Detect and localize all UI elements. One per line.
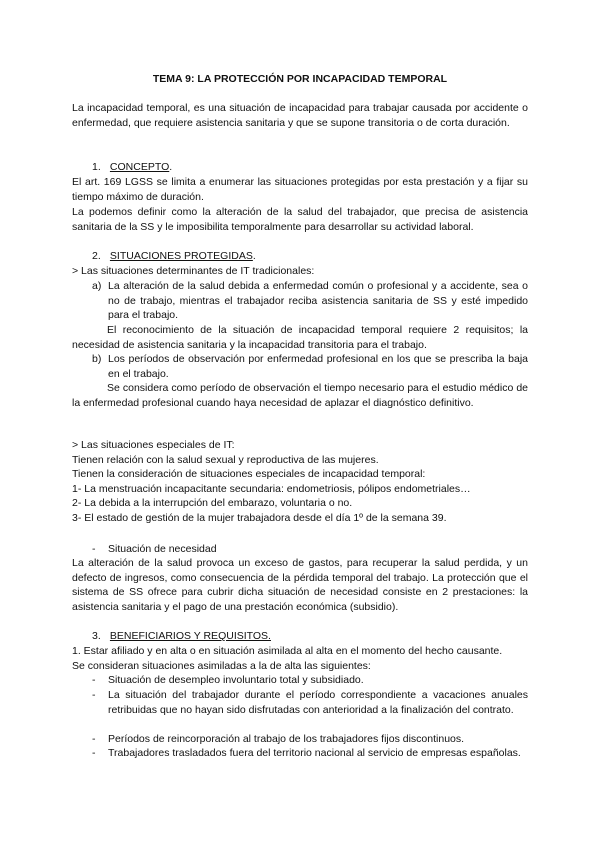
section-number: 3. xyxy=(92,630,101,642)
text-line: 2- La debida a la interrupción del embarazo, voluntaria o no. xyxy=(72,497,353,510)
section-label: BENEFICIARIOS Y REQUISITOS. xyxy=(109,630,271,642)
section-label: CONCEPTO xyxy=(109,161,170,173)
beneficiarios-paragraph-2: Se consideran situaciones asimiladas a la de alta las siguientes: xyxy=(72,660,371,672)
list-item xyxy=(92,673,528,688)
list-item-text: Situación de desempleo involuntario total y subsidiado. xyxy=(108,674,364,686)
section-heading-concepto xyxy=(92,160,172,175)
list-item-b xyxy=(92,352,528,381)
list-item-a xyxy=(92,279,528,323)
section-heading-situaciones xyxy=(92,249,256,264)
text-line: > Las situaciones especiales de IT: xyxy=(72,439,235,451)
special-situations xyxy=(72,438,528,526)
section-suffix: . xyxy=(252,250,256,262)
intro-paragraph: La incapacidad temporal, es una situación de incapacidad para trabajar causada por accidente o enfermedad, que requiere asistencia sanitaria y que se supone transitoria o de corta duración. xyxy=(72,102,528,129)
list-item-text: Trabajadores trasladados fuera del territorio nacional al servicio de empresas españolas. xyxy=(108,747,521,759)
dash-marker: - xyxy=(92,543,96,555)
list-item-text: Períodos de reincorporación al trabajo de los trabajadores fijos discontinuos. xyxy=(108,733,465,745)
document-title: TEMA 9: LA PROTECCIÓN POR INCAPACIDAD TEMPORAL xyxy=(152,73,448,85)
text-line: Tienen relación con la salud sexual y reproductiva de las mujeres. xyxy=(72,453,379,466)
text-line: 3- El estado de gestión de la mujer trabajadora desde el día 1º de la semana 39. xyxy=(72,511,447,524)
list-item-b-note: Se considera como período de observación el tiempo necesario para el estudio médico de la enfermedad profesional cuando haya necesidad de aplazar el diagnóstico definitivo. xyxy=(72,382,528,409)
text-line: Tienen la consideración de situaciones especiales de incapacidad temporal: xyxy=(72,468,426,481)
list-marker: b) xyxy=(92,353,102,365)
list-marker: a) xyxy=(92,280,102,292)
list-item xyxy=(92,746,528,761)
section-number: 1. xyxy=(92,161,101,173)
concepto-paragraph-1: El art. 169 LGSS se limita a enumerar las situaciones protegidas por esta prestación y a fijar su tiempo máximo de duración. xyxy=(72,176,528,203)
dash-marker: - xyxy=(92,733,96,745)
list-item-text: La situación del trabajador durante el período correspondiente a vacaciones anuales retribuidas que no hayan sido disfrutadas con anterioridad a la finalización del contrato. xyxy=(108,689,528,716)
text-line: 1- La menstruación incapacitante secundaria: endometriosis, pólipos endometriales… xyxy=(72,482,471,495)
dash-marker: - xyxy=(92,689,96,701)
situaciones-lead: > Las situaciones determinantes de IT tradicionales: xyxy=(72,265,315,277)
list-item-text: Los períodos de observación por enfermedad profesional en los que se prescriba la baja en el trabajo. xyxy=(108,353,528,380)
necesidad-paragraph: La alteración de la salud provoca un exceso de gastos, para recuperar la salud perdida, y un defecto de ingresos, como consecuencia de la pérdida temporal del trabajo. La protección que el sistema de SS ofrece para cubrir dicha situación de necesidad consiste en 2 prestaciones: la asistencia sanitaria y el pago de una prestación económica (subsidio). xyxy=(72,557,528,613)
list-item-a-note: El reconocimiento de la situación de incapacidad temporal requiere 2 requisitos; la necesidad de asistencia sanitaria y la incapacidad transitoria para el trabajo. xyxy=(72,324,528,351)
list-item-text: La alteración de la salud debida a enfermedad común o profesional y a accidente, sea o no de trabajo, mientras el trabajador reciba asistencia sanitaria de SS y esté impedido para el trabajo. xyxy=(108,280,528,322)
dash-marker: - xyxy=(92,747,96,759)
section-label: SITUACIONES PROTEGIDAS xyxy=(109,250,253,262)
section-number: 2. xyxy=(92,250,101,262)
necesidad-title: Situación de necesidad xyxy=(108,543,217,555)
list-item xyxy=(92,732,528,747)
list-item xyxy=(92,688,528,717)
dash-marker: - xyxy=(92,674,96,686)
section-suffix: . xyxy=(169,161,173,173)
concepto-paragraph-2: La podemos definir como la alteración de la salud del trabajador, que precisa de asistencia sanitaria de la SS y le imposibilita temporalmente para desarrollar su actividad laboral. xyxy=(72,206,528,233)
beneficiarios-paragraph-1: 1. Estar afiliado y en alta o en situación asimilada al alta en el momento del hecho causante. xyxy=(72,645,503,657)
section-heading-beneficiarios xyxy=(92,629,271,644)
necesidad-heading xyxy=(92,542,528,557)
